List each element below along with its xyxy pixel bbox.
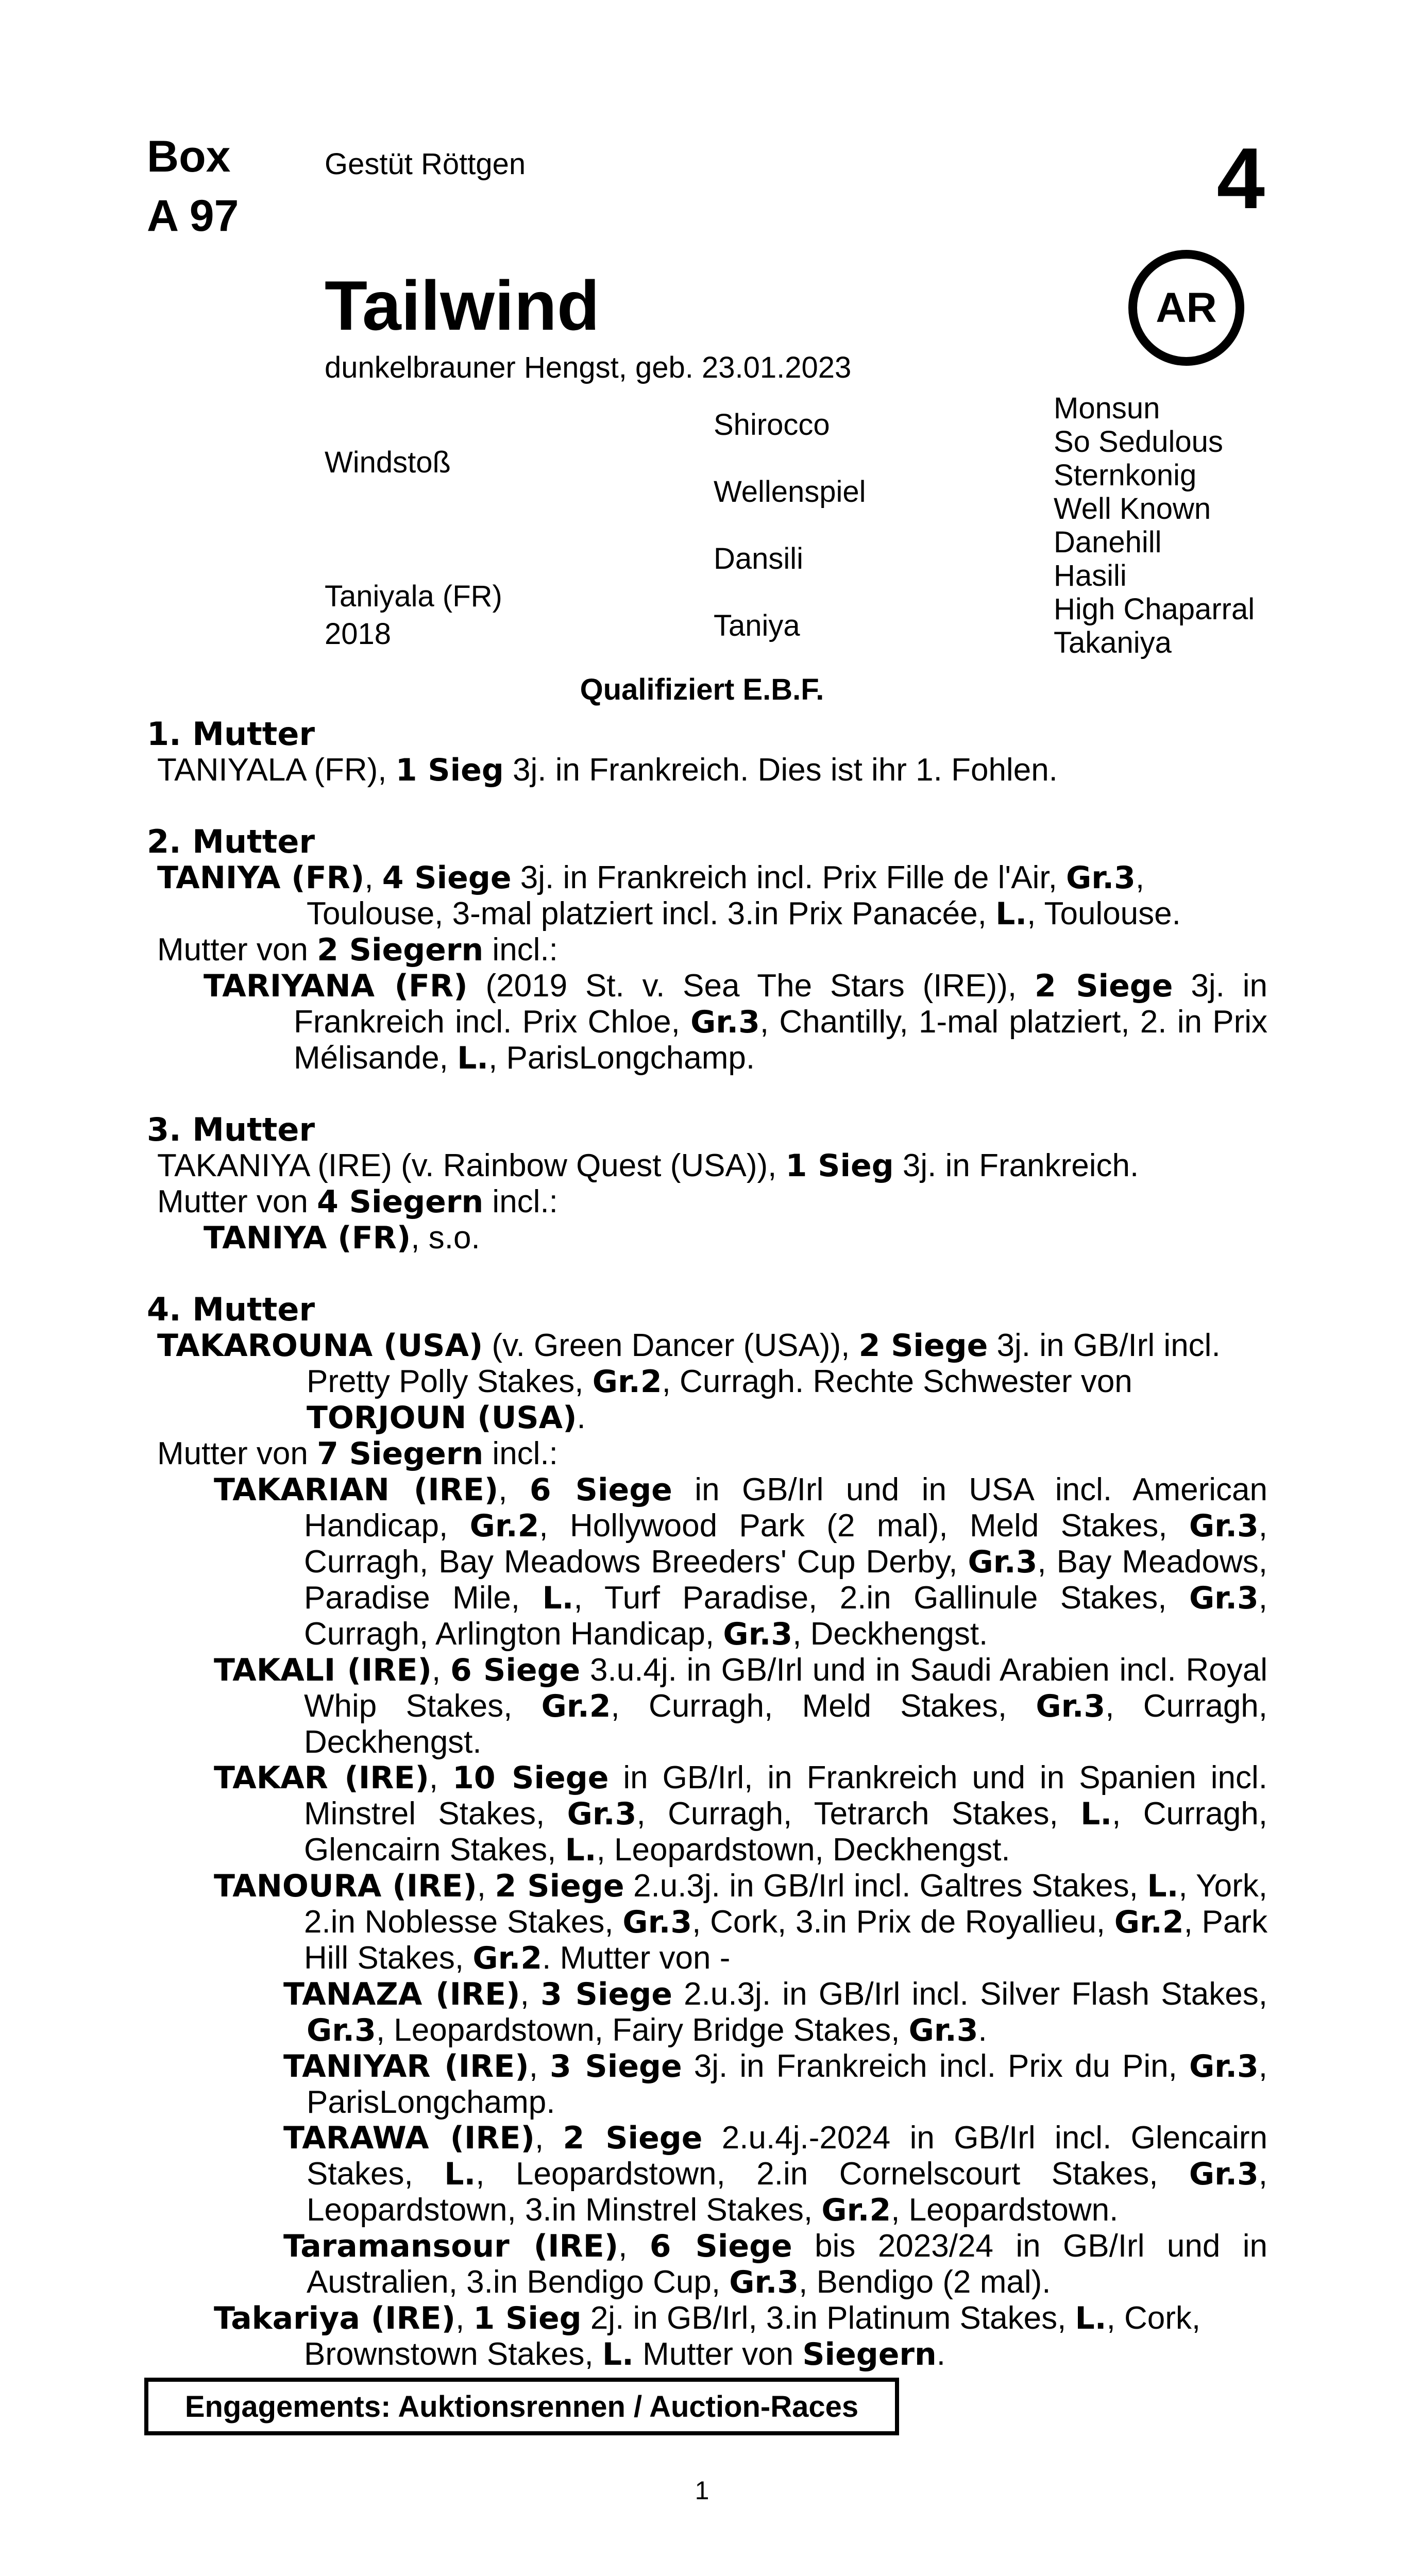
section-heading-4th-dam: 4. Mutter <box>147 1291 315 1328</box>
pedigree-dam-year: 2018 <box>325 617 392 651</box>
text: 3j. in Frankreich. Dies ist ihr 1. Fohlen. <box>503 752 1058 788</box>
text: , ParisLongchamp. <box>307 2048 1267 2120</box>
text: . <box>577 1400 586 1435</box>
group: Gr.3 <box>567 1796 637 1832</box>
text: (2019 St. v. Sea The Stars (IRE)), <box>467 968 1035 1004</box>
text: , Leopardstown, 3.in Minstrel Stakes, <box>307 2156 1267 2228</box>
text: , <box>431 1652 450 1688</box>
group: Gr.2 <box>541 1688 611 1724</box>
text: , <box>477 1868 495 1904</box>
wins: 2 Siege <box>858 1328 988 1364</box>
text: , ParisLongchamp. <box>488 1040 755 1076</box>
group: Gr.3 <box>307 2012 376 2048</box>
third-dam-entry <box>147 1148 1267 1184</box>
text: bis 2023/24 in GB/Irl und in Australien, 3.in Bendigo Cup, <box>307 2228 1267 2300</box>
group: Gr.3 <box>968 1544 1038 1580</box>
text: , Park Hill Stakes, <box>304 1904 1267 1976</box>
text: , Cork, Brownstown Stakes, <box>304 2300 1201 2372</box>
horse-name: TANAZA (IRE) <box>283 1976 520 2012</box>
entry-tarawa <box>147 2120 1267 2228</box>
wins: 1 Sieg <box>473 2300 582 2336</box>
section-heading-3rd-dam: 3. Mutter <box>147 1111 315 1148</box>
box-number: A 97 <box>147 191 239 241</box>
text: , Curragh, Glencairn Stakes, <box>304 1796 1267 1868</box>
pedigree-grandparent: Taniya <box>714 609 800 642</box>
entry-taniya-ref <box>147 1220 1267 1256</box>
winners: 4 Siegern <box>317 1184 484 1220</box>
pedigree-great-grandparent: Monsun <box>1054 392 1160 425</box>
text: , Curragh, Meld Stakes, <box>611 1688 1036 1724</box>
pedigree-great-grandparent: Hasili <box>1054 559 1127 592</box>
text: , <box>455 2300 473 2336</box>
horse-name: TANIYAR (IRE) <box>283 2048 529 2084</box>
horse-name: TARIYANA (FR) <box>204 968 468 1004</box>
entry-taniyar <box>147 2048 1267 2120</box>
ar-badge-label: AR <box>1156 284 1217 331</box>
ar-badge <box>1128 250 1244 366</box>
text: , Hollywood Park (2 mal), Meld Stakes, <box>539 1508 1189 1544</box>
text: incl.: <box>483 1436 558 1471</box>
horse-name: Taramansour (IRE) <box>283 2228 619 2264</box>
listed: L. <box>565 1832 597 1868</box>
breeder: Gestüt Röttgen <box>325 147 526 181</box>
text: TANIYALA (FR), <box>157 752 396 788</box>
group: Gr.2 <box>1114 1904 1184 1940</box>
sibling-name: TORJOUN (USA) <box>307 1400 577 1436</box>
entry-taniya <box>147 860 1267 932</box>
winners: Siegern <box>802 2336 937 2372</box>
listed: L. <box>995 896 1027 932</box>
group: Gr.2 <box>472 1940 543 1976</box>
text: , <box>364 860 382 895</box>
text: Mutter von <box>633 2336 803 2372</box>
wins: 4 Siege <box>382 860 512 896</box>
wins: 3 Siege <box>550 2048 682 2084</box>
group: Gr.3 <box>1189 1508 1259 1544</box>
text: , Curragh. Rechte Schwester von <box>662 1364 1132 1399</box>
horse-name: TAKARIAN (IRE) <box>214 1472 499 1508</box>
entry-takariya <box>147 2300 1267 2372</box>
page-number: 1 <box>695 2476 709 2505</box>
text: , <box>618 2228 650 2264</box>
group: Gr.3 <box>622 1904 692 1940</box>
mutter-von <box>147 1436 1267 1472</box>
text: , Leopardstown, Fairy Bridge Stakes, <box>376 2012 909 2048</box>
pedigree-great-grandparent: Sternkonig <box>1054 459 1197 492</box>
listed: L. <box>1075 2300 1107 2336</box>
winners: 2 Siegern <box>317 932 484 968</box>
horse-name: Tailwind <box>325 266 600 345</box>
text: Mutter von <box>157 1184 317 1219</box>
text: . Mutter von - <box>542 1940 731 1976</box>
text: in GB/Irl, in Frankreich und in Spanien incl. Minstrel Stakes, <box>304 1760 1267 1832</box>
wins: 1 Sieg <box>785 1148 894 1184</box>
horse-name: TAKAROUNA (USA) <box>157 1328 483 1364</box>
text: , <box>529 2048 550 2084</box>
pedigree-sire: Windstoß <box>325 446 451 479</box>
text: , Bay Meadows, Paradise Mile, <box>304 1544 1267 1616</box>
text: . <box>936 2336 945 2372</box>
text: , <box>498 1472 530 1507</box>
entry-takar <box>147 1760 1267 1868</box>
entry-tanaza <box>147 1976 1267 2048</box>
winners: 7 Siegern <box>317 1436 484 1472</box>
listed: L. <box>602 2336 634 2372</box>
entry-takali <box>147 1652 1267 1760</box>
entry-tariyana <box>147 968 1267 1076</box>
section-heading-2nd-dam: 2. Mutter <box>147 823 315 860</box>
text: , Leopardstown, Deckhengst. <box>596 1832 1010 1868</box>
pedigree-great-grandparent: Danehill <box>1054 526 1162 559</box>
text: , Curragh, Deckhengst. <box>304 1688 1268 1760</box>
pedigree-great-grandparent: Well Known <box>1054 492 1211 526</box>
entry-takarouna <box>147 1328 1267 1436</box>
pedigree-grandparent: Shirocco <box>714 408 830 442</box>
text: 3j. in Frankreich incl. Prix Chloe, <box>294 968 1267 1040</box>
horse-name: TAKAR (IRE) <box>214 1760 429 1796</box>
listed: L. <box>542 1580 574 1616</box>
text: , Toulouse, 3-mal platziert incl. 3.in Prix Panacée, <box>307 860 1145 931</box>
pedigree-grandparent: Wellenspiel <box>714 475 866 509</box>
text: 3j. in GB/Irl incl. Pretty Polly Stakes, <box>307 1328 1221 1399</box>
group: Gr.3 <box>908 2012 978 2048</box>
pedigree-great-grandparent: So Sedulous <box>1054 425 1223 459</box>
wins: 2 Siege <box>563 2120 703 2156</box>
text: 3j. in Frankreich incl. Prix Fille de l'Air, <box>511 860 1067 895</box>
horse-name: Takariya (IRE) <box>214 2300 456 2336</box>
horse-name: TARAWA (IRE) <box>283 2120 535 2156</box>
text: , York, 2.in Noblesse Stakes, <box>304 1868 1268 1940</box>
entry-taramansour <box>147 2228 1267 2300</box>
text: Mutter von <box>157 1436 317 1471</box>
entry-tanoura <box>147 1868 1267 1976</box>
box-label: Box <box>147 132 231 181</box>
group: Gr.2 <box>592 1364 662 1400</box>
text: 3j. in Frankreich. <box>893 1148 1139 1183</box>
wins: 6 Siege <box>529 1472 672 1508</box>
text: , Curragh, Bay Meadows Breeders' Cup Derby, <box>304 1508 1267 1580</box>
wins: 10 Siege <box>452 1760 609 1796</box>
group: Gr.3 <box>723 1616 793 1652</box>
text: , Deckhengst. <box>792 1616 988 1652</box>
text: , Leopardstown, 2.in Cornelscourt Stakes, <box>476 2156 1189 2192</box>
text: , Curragh, Tetrarch Stakes, <box>636 1796 1081 1832</box>
text: in GB/Irl und in USA incl. American Handicap, <box>304 1472 1268 1544</box>
text: , <box>520 1976 541 2012</box>
group: Gr.2 <box>469 1508 539 1544</box>
wins: 6 Siege <box>450 1652 581 1688</box>
text: TAKANIYA (IRE) (v. Rainbow Quest (USA)), <box>157 1148 786 1183</box>
text: , Toulouse. <box>1027 896 1181 931</box>
text: , Chantilly, 1-mal platziert, 2. in Prix Mélisande, <box>294 1004 1267 1076</box>
text: , Leopardstown. <box>891 2192 1119 2228</box>
engagements-box <box>144 2378 899 2435</box>
text: , s.o. <box>411 1220 480 1256</box>
group: Gr.3 <box>1036 1688 1106 1724</box>
wins: 2 Siege <box>495 1868 624 1904</box>
text: 2j. in GB/Irl, 3.in Platinum Stakes, <box>581 2300 1075 2336</box>
mutter-von <box>147 1184 1267 1220</box>
text: 2.u.4j.-2024 in GB/Irl incl. Glencairn Stakes, <box>307 2120 1268 2192</box>
first-dam-entry <box>147 752 1267 788</box>
lot-number: 4 <box>1216 130 1265 227</box>
text: , <box>534 2120 563 2156</box>
text: 3.u.4j. in GB/Irl und in Saudi Arabien incl. Royal Whip Stakes, <box>304 1652 1267 1724</box>
horse-name: TANOURA (IRE) <box>214 1868 477 1904</box>
dam-line <box>147 716 1267 2372</box>
pedigree-dam: Taniyala (FR) <box>325 580 502 613</box>
mutter-von <box>147 932 1267 968</box>
listed: L. <box>1147 1868 1179 1904</box>
text: , Curragh, Arlington Handicap, <box>304 1580 1267 1652</box>
group: Gr.3 <box>729 2264 799 2300</box>
wins: 2 Siege <box>1035 968 1173 1004</box>
entry-takarian <box>147 1472 1267 1652</box>
text: incl.: <box>483 1184 558 1219</box>
text: , Cork, 3.in Prix de Royallieu, <box>692 1904 1114 1940</box>
wins: 1 Sieg <box>395 752 504 788</box>
wins: 6 Siege <box>649 2228 792 2264</box>
group: Gr.3 <box>1189 1580 1259 1616</box>
text: 2.u.3j. in GB/Irl incl. Galtres Stakes, <box>624 1868 1147 1904</box>
horse-name: TANIYA (FR) <box>157 860 365 896</box>
horse-name: TAKALI (IRE) <box>214 1652 432 1688</box>
group: Gr.3 <box>1189 2156 1259 2192</box>
text: 3j. in Frankreich incl. Prix du Pin, <box>682 2048 1189 2084</box>
group: Gr.3 <box>1066 860 1136 896</box>
wins: 3 Siege <box>540 1976 672 2012</box>
pedigree-great-grandparent: High Chaparral <box>1054 592 1255 626</box>
listed: L. <box>457 1040 489 1076</box>
text: , Bendigo (2 mal). <box>799 2264 1051 2300</box>
text: . <box>978 2012 987 2048</box>
text: (v. Green Dancer (USA)), <box>483 1328 859 1363</box>
group: Gr.3 <box>1189 2048 1259 2084</box>
text: Mutter von <box>157 932 317 968</box>
text: , <box>429 1760 453 1795</box>
horse-description: dunkelbrauner Hengst, geb. 23.01.2023 <box>325 351 852 384</box>
engagements-label: Engagements: Auktionsrennen / Auction-Races <box>184 2389 859 2424</box>
horse-name: TANIYA (FR) <box>204 1220 411 1256</box>
pedigree-great-grandparent: Takaniya <box>1054 626 1172 659</box>
pedigree-grandparent: Dansili <box>714 542 804 575</box>
text: incl.: <box>483 932 558 968</box>
group: Gr.2 <box>821 2192 891 2228</box>
text: , Turf Paradise, 2.in Gallinule Stakes, <box>573 1580 1189 1616</box>
group: Gr.3 <box>690 1004 760 1040</box>
listed: L. <box>1080 1796 1112 1832</box>
listed: L. <box>444 2156 476 2192</box>
qualification: Qualifiziert E.B.F. <box>580 673 824 706</box>
section-heading-1st-dam: 1. Mutter <box>147 715 315 753</box>
text: 2.u.3j. in GB/Irl incl. Silver Flash Stakes, <box>672 1976 1267 2012</box>
